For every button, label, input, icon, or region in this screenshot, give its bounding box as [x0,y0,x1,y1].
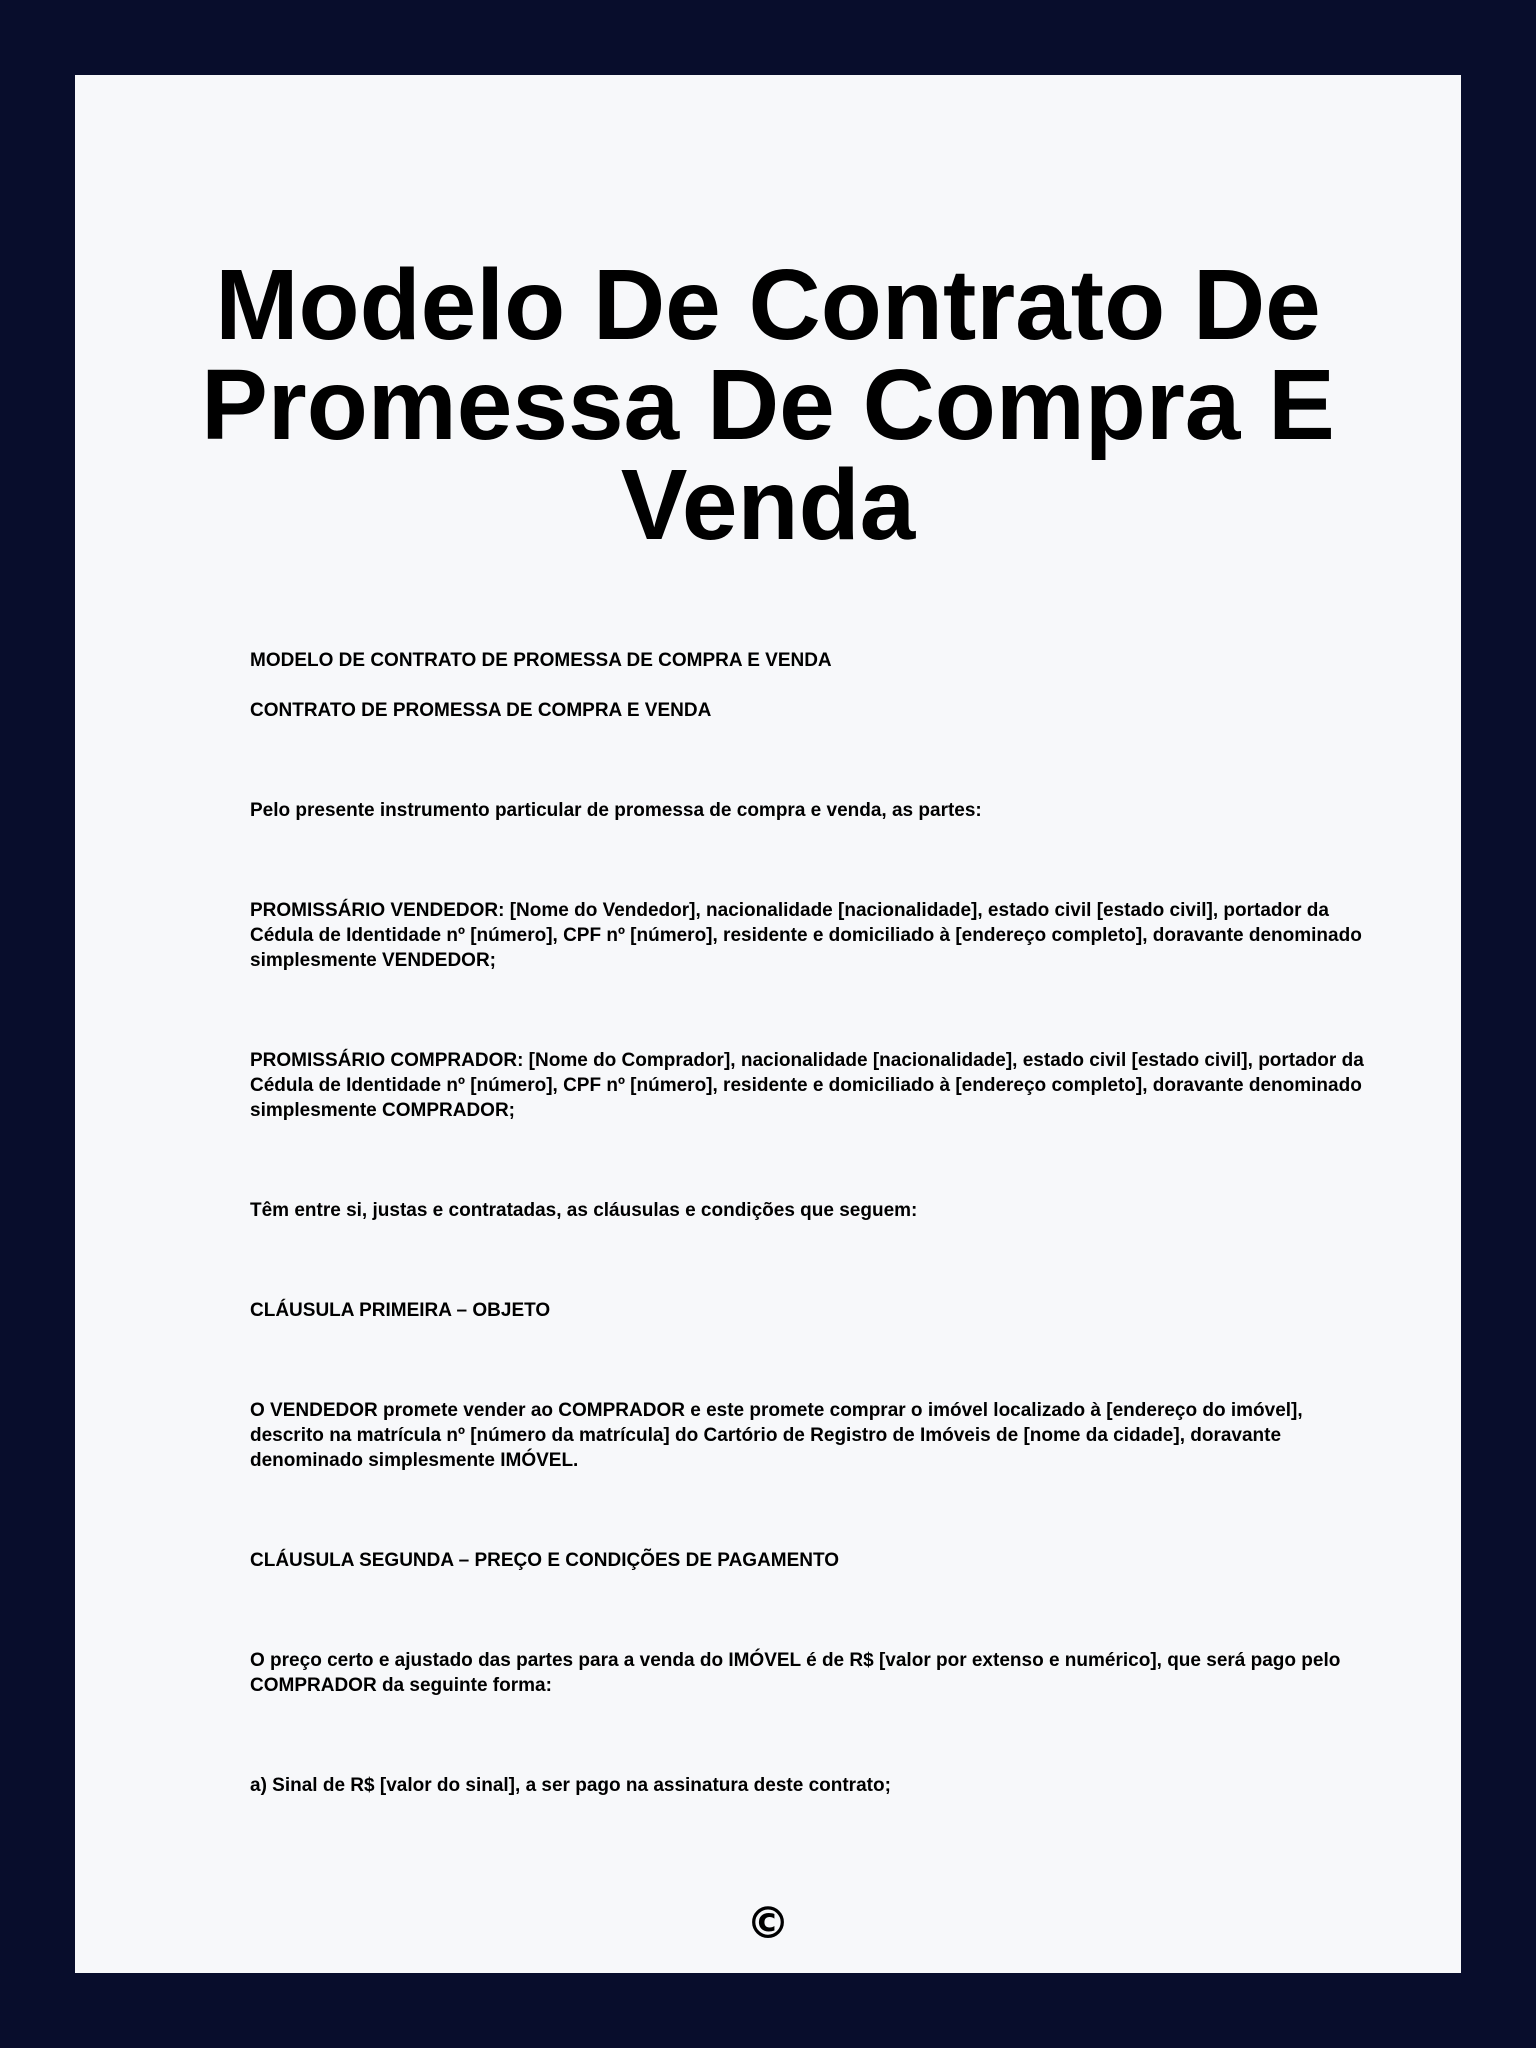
copyright-icon: © [746,1898,790,1949]
clause-one-paragraph: O VENDEDOR promete vender ao COMPRADOR e este promete comprar o imóvel localizado à [endereço do imóvel], descrito na matrícula nº [número da matrícula] do Cartório de Registro de Imóveis de [nome da cidade], doravante denominado simplesmente IMÓVEL. [250,1400,1303,1471]
buyer-paragraph: PROMISSÁRIO COMPRADOR: [Nome do Comprador], nacionalidade [nacionalidade], estado civil [estado civil], portador da Cédula de Identidade nº [número], CPF nº [número], residente e domiciliado à [endereço completo], doravante denominado simplesmente COMPRADOR; [250,1050,1364,1121]
agreement-paragraph: Têm entre si, justas e contratadas, as cláusulas e condições que seguem: [250,1200,918,1221]
clause-one-heading: CLÁUSULA PRIMEIRA – OBJETO [250,1300,551,1321]
document-heading: MODELO DE CONTRATO DE PROMESSA DE COMPRA E VENDA [250,650,832,671]
clause-two-heading: CLÁUSULA SEGUNDA – PREÇO E CONDIÇÕES DE PAGAMENTO [250,1550,840,1571]
payment-item-a: a) Sinal de R$ [valor do sinal], a ser pago na assinatura deste contrato; [250,1775,891,1796]
seller-paragraph: PROMISSÁRIO VENDEDOR: [Nome do Vendedor], nacionalidade [nacionalidade], estado civil [estado civil], portador da Cédula de Identidade nº [número], CPF nº [número], residente e domiciliado à [endereço completo], doravante denominado simplesmente VENDEDOR; [250,900,1362,971]
clause-two-paragraph: O preço certo e ajustado das partes para a venda do IMÓVEL é de R$ [valor por extenso e numérico], que será pago pelo COMPRADOR da seguinte forma: [250,1650,1341,1696]
contract-heading: CONTRATO DE PROMESSA DE COMPRA E VENDA [250,700,712,721]
intro-paragraph: Pelo presente instrumento particular de promessa de compra e venda, as partes: [250,800,982,821]
document-title: Modelo De Contrato De Promessa De Compra E Venda [201,249,1335,561]
document-body [250,648,1365,1798]
document-page [75,75,1461,1973]
